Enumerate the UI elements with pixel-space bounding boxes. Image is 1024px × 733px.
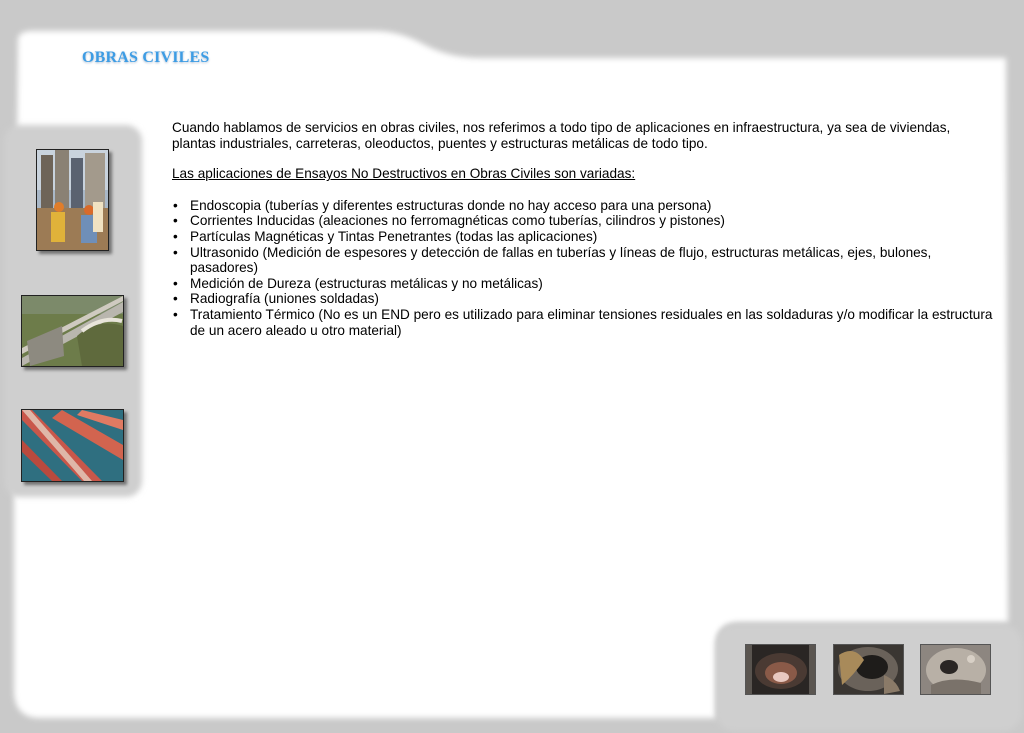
endoscopy-image-2 [833,644,904,695]
endoscopy-image-3 [920,644,991,695]
list-item: • Ultrasonido (Medición de espesores y detección de fallas en tuberías y líneas de flujo, estructuras metálicas, ejes, bulones, pasadores) [172,245,994,276]
applications-subtitle: Las aplicaciones de Ensayos No Destructivos en Obras Civiles son variadas: [172,166,636,182]
list-item: • Corrientes Inducidas (aleaciones no ferromagnéticas como tuberías, cilindros y pistones) [172,213,994,229]
highway-bridge-photo [21,295,124,367]
main-content [172,120,994,338]
list-item: • Radiografía (uniones soldadas) [172,291,994,307]
list-item: • Endoscopia (tuberías y diferentes estructuras donde no hay acceso para una persona) [172,198,994,214]
construction-workers-photo [36,149,109,251]
list-item: • Tratamiento Térmico (No es un END pero es utilizado para eliminar tensiones residuales en las soldaduras y/o modificar la estructura de un acero aleado u otro material) [172,307,994,338]
steel-bridge-tower-photo [21,409,124,482]
list-item: • Partículas Magnéticas y Tintas Penetrantes (todas las aplicaciones) [172,229,994,245]
intro-paragraph: Cuando hablamos de servicios en obras civiles, nos referimos a todo tipo de aplicaciones en infraestructura, ya sea de viviendas, plantas industriales, carreteras, oleoductos, puentes y estructuras metálicas de todo tipo. [172,120,951,151]
list-item: • Medición de Dureza (estructuras metálicas y no metálicas) [172,276,994,292]
page-title: OBRAS CIVILES [82,49,210,66]
applications-list [172,198,994,338]
endoscopy-image-1 [745,644,816,695]
